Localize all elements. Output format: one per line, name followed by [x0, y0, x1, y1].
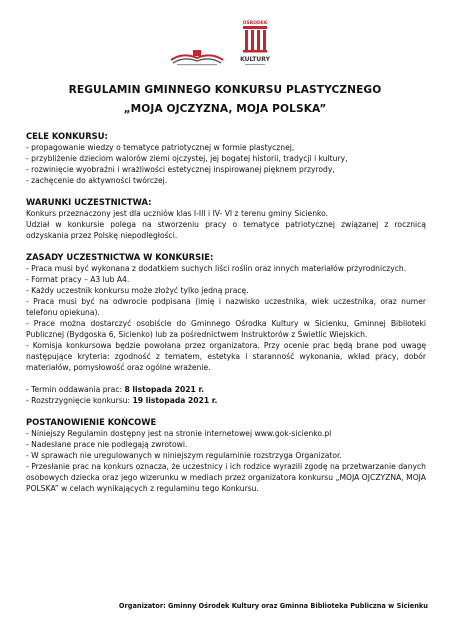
document-title: REGULAMIN GMINNEGO KONKURSU PLASTYCZNEGO	[68, 84, 382, 96]
section-heading: POSTANOWIENIE KOŃCOWE	[26, 417, 157, 427]
document-subtitle: „MOJA OJCZYZNA, MOJA POLSKA”	[123, 103, 327, 115]
logo-bar	[0, 16, 450, 72]
list-item: - Praca musi być na odwrocie podpisana (imię i nazwisko uczestnika, wiek uczestnika, oraz numer telefonu opiekuna).	[26, 297, 426, 317]
gok-logo-text-bottom: KULTURY	[240, 56, 270, 63]
section-conditions	[26, 197, 426, 241]
regulations-content	[26, 131, 426, 505]
list-item: - Prace można dostarczyć osobiście do Gminnego Ośrodka Kultury w Sicienku, Gminnej Biblioteki Publicznej (Bydgoska 6, Sicienko) lub za pośrednictwem Instruktorów z Świetlic Wiejskich.	[26, 319, 426, 339]
list-item: - Przesłanie prac na konkurs oznacza, że uczestnicy i ich rodzice wyrazili zgodę na przetwarzanie danych osobowych dziecka oraz jego wizerunku w mediach przez organizatora konkursu „MOJA OJCZYZNA, MOJA POLSKA” w celach wynikających z regulaminu tego Konkursu.	[26, 462, 426, 493]
list-item: - zachęcenie do aktywności twórczej.	[26, 176, 168, 185]
section-rules	[26, 252, 426, 406]
list-item: - Format pracy – A3 lub A4.	[26, 275, 130, 284]
footer-organizer: Organizator: Gminny Ośrodek Kultury oraz Gminna Biblioteka Publiczna w Sicienku	[118, 602, 428, 610]
list-item: - W sprawach nie uregulowanych w niniejszym regulaminie rozstrzyga Organizator.	[26, 451, 342, 460]
paragraph: Konkurs przeznaczony jest dla uczniów klas I-III i IV- VI z terenu gminy Sicienko.	[26, 209, 329, 218]
list-item: - Nadesłane prace nie podlegają zwrotowi.	[26, 440, 188, 449]
list-item: - Praca musi być wykonana z dodatkiem suchych liści roślin oraz innych materiałów przyrodniczych.	[26, 264, 407, 273]
gok-logo-text-top: OŚRODEK	[242, 21, 268, 26]
section-final-provisions	[26, 417, 426, 494]
result-line	[26, 395, 426, 406]
spacer	[26, 373, 426, 384]
list-item: - rozwinięcie wyobraźni i wrażliwości estetycznej inspirowanej pięknem przyrody,	[26, 165, 335, 174]
paragraph: Udział w konkursie polega na stworzeniu pracy o tematyce patriotycznej związanej z rocznicą odzyskania przez Polskę niepodległości.	[26, 220, 426, 240]
deadline-label: - Termin oddawania prac:	[26, 385, 125, 394]
list-item: - Komisja konkursowa będzie powołana przez organizatora. Przy ocenie prac będą brane pod uwagę następujące kryteria: zgodność z tematem, estetyka i staranność wykonania, wkład pracy, dobór materiałów, pomysłowość oraz ogólne wrażenie.	[26, 341, 426, 372]
list-item: - przybliżenie dzieciom walorów ziemi ojczystej, jej bogatej historii, tradycji i kultury,	[26, 154, 348, 163]
section-heading: CELE KONKURSU:	[26, 131, 108, 141]
book-logo-icon	[167, 46, 227, 66]
section-heading: WARUNKI UCZESTNICTWA:	[26, 197, 152, 207]
result-label: - Rozstrzygnięcie konkursu:	[26, 396, 133, 405]
section-heading: ZASADY UCZESTNICTWA W KONKURSIE:	[26, 252, 214, 262]
result-value: 19 listopada 2021 r.	[132, 396, 218, 405]
section-goals	[26, 131, 426, 186]
deadline-line	[26, 384, 426, 395]
column-logo-icon	[237, 18, 273, 68]
list-item: - propagowanie wiedzy o tematyce patriotycznej w formie plastycznej,	[26, 143, 295, 152]
list-item: - Niniejszy Regulamin dostępny jest na stronie internetowej www.gok-sicienko.pl	[26, 429, 332, 438]
list-item: - Każdy uczestnik konkursu może złożyć tylko jedną pracę.	[26, 286, 249, 295]
deadline-value: 8 listopada 2021 r.	[124, 385, 205, 394]
